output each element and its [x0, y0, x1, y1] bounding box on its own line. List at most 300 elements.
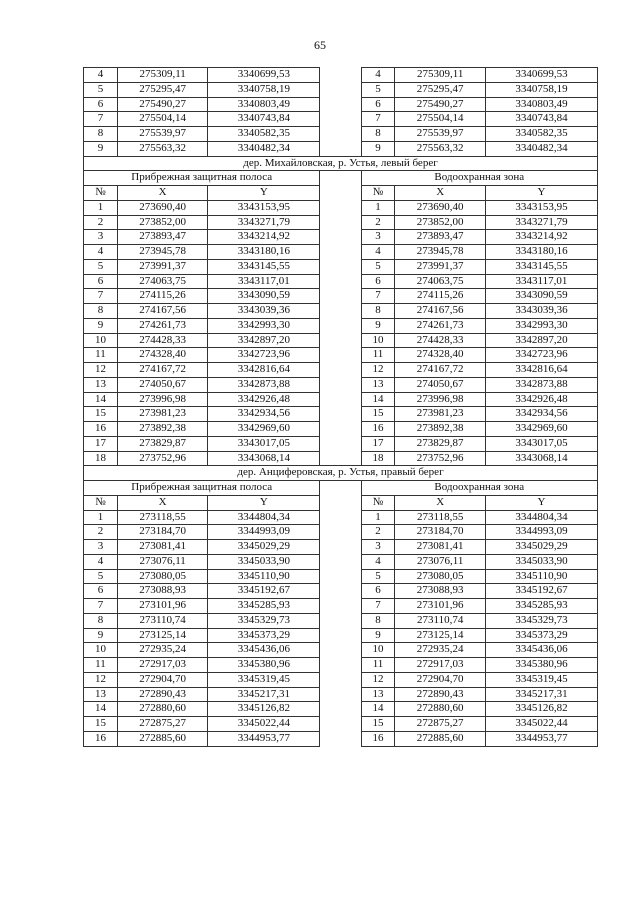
zone-title-coastal-strip: Прибрежная защитная полоса [84, 481, 320, 496]
column-gap [320, 141, 361, 156]
y-coordinate: 3344953,77 [485, 731, 597, 746]
point-number: 15 [84, 407, 118, 422]
column-header-y: Y [485, 495, 597, 510]
point-number: 9 [84, 141, 118, 156]
y-coordinate: 3343117,01 [485, 274, 597, 289]
y-coordinate: 3345022,44 [208, 717, 320, 732]
table-row [84, 333, 598, 348]
column-gap [320, 731, 361, 746]
y-coordinate: 3344804,34 [485, 510, 597, 525]
y-coordinate: 3345380,96 [208, 658, 320, 673]
y-coordinate: 3342897,20 [485, 333, 597, 348]
column-gap [320, 82, 361, 97]
zone-title-row [84, 481, 598, 496]
y-coordinate: 3345022,44 [485, 717, 597, 732]
point-number: 5 [84, 259, 118, 274]
point-number: 9 [84, 628, 118, 643]
point-number: 14 [361, 702, 395, 717]
x-coordinate: 273892,38 [117, 422, 207, 437]
x-coordinate: 273991,37 [117, 259, 207, 274]
column-gap [320, 289, 361, 304]
column-header-y: Y [208, 186, 320, 201]
point-number: 18 [361, 451, 395, 466]
column-gap [320, 687, 361, 702]
x-coordinate: 272935,24 [395, 643, 485, 658]
y-coordinate: 3345029,29 [485, 540, 597, 555]
column-gap [320, 392, 361, 407]
x-coordinate: 275309,11 [395, 68, 485, 83]
point-number: 17 [84, 436, 118, 451]
y-coordinate: 3345436,06 [208, 643, 320, 658]
column-gap [320, 599, 361, 614]
column-header-y: Y [208, 495, 320, 510]
x-coordinate: 272917,03 [117, 658, 207, 673]
y-coordinate: 3343180,16 [485, 245, 597, 260]
y-coordinate: 3343145,55 [485, 259, 597, 274]
point-number: 2 [361, 525, 395, 540]
y-coordinate: 3345110,90 [208, 569, 320, 584]
settlement-heading: дер. Анциферовская, р. Устья, правый берег [84, 466, 598, 481]
table-row [84, 613, 598, 628]
point-number: 2 [84, 525, 118, 540]
table-row [84, 569, 598, 584]
table-row [84, 672, 598, 687]
table-row [84, 554, 598, 569]
point-number: 8 [84, 127, 118, 142]
x-coordinate: 274261,73 [395, 318, 485, 333]
y-coordinate: 3340582,35 [208, 127, 320, 142]
y-coordinate: 3345126,82 [208, 702, 320, 717]
column-gap [320, 112, 361, 127]
x-coordinate: 273088,93 [395, 584, 485, 599]
x-coordinate: 272904,70 [395, 672, 485, 687]
point-number: 3 [361, 540, 395, 555]
column-gap [320, 245, 361, 260]
table-row [84, 274, 598, 289]
x-coordinate: 275504,14 [395, 112, 485, 127]
column-gap [320, 407, 361, 422]
y-coordinate: 3343153,95 [208, 200, 320, 215]
x-coordinate: 273184,70 [117, 525, 207, 540]
x-coordinate: 274050,67 [117, 377, 207, 392]
point-number: 4 [84, 68, 118, 83]
table-row [84, 451, 598, 466]
y-coordinate: 3343214,92 [485, 230, 597, 245]
x-coordinate: 274167,56 [395, 304, 485, 319]
y-coordinate: 3342723,96 [485, 348, 597, 363]
point-number: 18 [84, 451, 118, 466]
column-gap [320, 481, 361, 496]
x-coordinate: 274328,40 [117, 348, 207, 363]
zone-title-coastal-strip: Прибрежная защитная полоса [84, 171, 320, 186]
point-number: 8 [361, 613, 395, 628]
point-number: 7 [361, 289, 395, 304]
table-row [84, 215, 598, 230]
y-coordinate: 3345217,31 [208, 687, 320, 702]
x-coordinate: 272875,27 [395, 717, 485, 732]
x-coordinate: 274428,33 [117, 333, 207, 348]
point-number: 10 [361, 333, 395, 348]
x-coordinate: 273076,11 [395, 554, 485, 569]
y-coordinate: 3345217,31 [485, 687, 597, 702]
x-coordinate: 273752,96 [117, 451, 207, 466]
x-coordinate: 273184,70 [395, 525, 485, 540]
y-coordinate: 3343117,01 [208, 274, 320, 289]
point-number: 10 [84, 333, 118, 348]
table-row [84, 687, 598, 702]
y-coordinate: 3345436,06 [485, 643, 597, 658]
column-gap [320, 304, 361, 319]
table-row [84, 200, 598, 215]
column-gap [320, 363, 361, 378]
x-coordinate: 273829,87 [395, 436, 485, 451]
x-coordinate: 273101,96 [117, 599, 207, 614]
column-gap [320, 348, 361, 363]
x-coordinate: 273945,78 [117, 245, 207, 260]
y-coordinate: 3343090,59 [208, 289, 320, 304]
x-coordinate: 273893,47 [395, 230, 485, 245]
point-number: 15 [361, 407, 395, 422]
column-gap [320, 230, 361, 245]
table-row [84, 540, 598, 555]
x-coordinate: 272935,24 [117, 643, 207, 658]
y-coordinate: 3340482,34 [485, 141, 597, 156]
table-row [84, 717, 598, 732]
point-number: 8 [361, 127, 395, 142]
point-number: 4 [361, 245, 395, 260]
point-number: 7 [84, 112, 118, 127]
column-gap [320, 377, 361, 392]
x-coordinate: 273752,96 [395, 451, 485, 466]
point-number: 3 [84, 230, 118, 245]
column-gap [320, 613, 361, 628]
table-row [84, 407, 598, 422]
x-coordinate: 275309,11 [117, 68, 207, 83]
x-coordinate: 273892,38 [395, 422, 485, 437]
point-number: 15 [361, 717, 395, 732]
table-row [84, 97, 598, 112]
table-row [84, 525, 598, 540]
settlement-heading: дер. Михайловская, р. Устья, левый берег [84, 156, 598, 171]
y-coordinate: 3344804,34 [208, 510, 320, 525]
x-coordinate: 274167,56 [117, 304, 207, 319]
zone-title-water-protection: Водоохранная зона [361, 481, 597, 496]
column-gap [320, 97, 361, 112]
column-gap [320, 525, 361, 540]
x-coordinate: 274115,26 [395, 289, 485, 304]
x-coordinate: 273080,05 [117, 569, 207, 584]
x-coordinate: 273081,41 [117, 540, 207, 555]
point-number: 9 [361, 141, 395, 156]
y-coordinate: 3345285,93 [208, 599, 320, 614]
table-row [84, 658, 598, 673]
y-coordinate: 3343039,36 [208, 304, 320, 319]
page-number: 65 [314, 38, 326, 52]
x-coordinate: 272885,60 [117, 731, 207, 746]
column-gap [320, 68, 361, 83]
point-number: 5 [361, 82, 395, 97]
column-gap [320, 495, 361, 510]
x-coordinate: 274261,73 [117, 318, 207, 333]
y-coordinate: 3343039,36 [485, 304, 597, 319]
point-number: 16 [84, 422, 118, 437]
x-coordinate: 273088,93 [117, 584, 207, 599]
y-coordinate: 3340803,49 [208, 97, 320, 112]
point-number: 6 [84, 97, 118, 112]
y-coordinate: 3340743,84 [485, 112, 597, 127]
y-coordinate: 3342993,30 [208, 318, 320, 333]
point-number: 4 [84, 554, 118, 569]
table-row [84, 230, 598, 245]
table-row [84, 112, 598, 127]
point-number: 6 [361, 97, 395, 112]
x-coordinate: 275539,97 [395, 127, 485, 142]
column-gap [320, 215, 361, 230]
x-coordinate: 273991,37 [395, 259, 485, 274]
y-coordinate: 3340482,34 [208, 141, 320, 156]
y-coordinate: 3342873,88 [208, 377, 320, 392]
column-gap [320, 436, 361, 451]
settlement-heading-row [84, 466, 598, 481]
y-coordinate: 3340758,19 [485, 82, 597, 97]
y-coordinate: 3345126,82 [485, 702, 597, 717]
point-number: 10 [84, 643, 118, 658]
column-gap [320, 259, 361, 274]
column-gap [320, 672, 361, 687]
point-number: 5 [361, 569, 395, 584]
y-coordinate: 3340803,49 [485, 97, 597, 112]
point-number: 2 [84, 215, 118, 230]
y-coordinate: 3340743,84 [208, 112, 320, 127]
table-row [84, 377, 598, 392]
y-coordinate: 3345329,73 [208, 613, 320, 628]
y-coordinate: 3345329,73 [485, 613, 597, 628]
point-number: 4 [361, 68, 395, 83]
x-coordinate: 274167,72 [395, 363, 485, 378]
x-coordinate: 274115,26 [117, 289, 207, 304]
table-row [84, 392, 598, 407]
column-gap [320, 171, 361, 186]
x-coordinate: 273101,96 [395, 599, 485, 614]
table-row [84, 584, 598, 599]
y-coordinate: 3345373,29 [208, 628, 320, 643]
table-row [84, 348, 598, 363]
x-coordinate: 273852,00 [117, 215, 207, 230]
table-row [84, 643, 598, 658]
x-coordinate: 273125,14 [395, 628, 485, 643]
table-row [84, 363, 598, 378]
column-gap [320, 628, 361, 643]
x-coordinate: 272890,43 [395, 687, 485, 702]
column-header-y: Y [485, 186, 597, 201]
x-coordinate: 274063,75 [395, 274, 485, 289]
point-number: 1 [361, 510, 395, 525]
column-gap [320, 186, 361, 201]
table-row [84, 141, 598, 156]
x-coordinate: 273118,55 [117, 510, 207, 525]
x-coordinate: 272880,60 [117, 702, 207, 717]
point-number: 5 [84, 569, 118, 584]
column-gap [320, 451, 361, 466]
point-number: 13 [84, 687, 118, 702]
point-number: 5 [84, 82, 118, 97]
column-header-number: № [84, 495, 118, 510]
point-number: 13 [361, 377, 395, 392]
table-row [84, 259, 598, 274]
table-row [84, 510, 598, 525]
y-coordinate: 3343017,05 [208, 436, 320, 451]
y-coordinate: 3345110,90 [485, 569, 597, 584]
column-header-x: X [395, 186, 485, 201]
y-coordinate: 3343271,79 [485, 215, 597, 230]
y-coordinate: 3342993,30 [485, 318, 597, 333]
point-number: 15 [84, 717, 118, 732]
y-coordinate: 3345373,29 [485, 628, 597, 643]
table-row [84, 82, 598, 97]
point-number: 11 [361, 658, 395, 673]
y-coordinate: 3345192,67 [485, 584, 597, 599]
table-row [84, 599, 598, 614]
y-coordinate: 3345029,29 [208, 540, 320, 555]
y-coordinate: 3342816,64 [208, 363, 320, 378]
point-number: 9 [361, 318, 395, 333]
column-header-row [84, 495, 598, 510]
point-number: 5 [361, 259, 395, 274]
point-number: 16 [361, 422, 395, 437]
column-gap [320, 554, 361, 569]
y-coordinate: 3343214,92 [208, 230, 320, 245]
table-row [84, 702, 598, 717]
column-gap [320, 127, 361, 142]
y-coordinate: 3345380,96 [485, 658, 597, 673]
y-coordinate: 3343068,14 [208, 451, 320, 466]
x-coordinate: 273893,47 [117, 230, 207, 245]
column-gap [320, 274, 361, 289]
point-number: 3 [361, 230, 395, 245]
x-coordinate: 273076,11 [117, 554, 207, 569]
point-number: 17 [361, 436, 395, 451]
column-header-x: X [117, 495, 207, 510]
x-coordinate: 273981,23 [395, 407, 485, 422]
x-coordinate: 273996,98 [117, 392, 207, 407]
y-coordinate: 3344953,77 [208, 731, 320, 746]
y-coordinate: 3345192,67 [208, 584, 320, 599]
y-coordinate: 3343180,16 [208, 245, 320, 260]
point-number: 11 [361, 348, 395, 363]
point-number: 12 [361, 363, 395, 378]
column-gap [320, 717, 361, 732]
x-coordinate: 273852,00 [395, 215, 485, 230]
x-coordinate: 275490,27 [117, 97, 207, 112]
table-row [84, 628, 598, 643]
x-coordinate: 274063,75 [117, 274, 207, 289]
column-gap [320, 200, 361, 215]
table-row [84, 436, 598, 451]
point-number: 1 [84, 510, 118, 525]
x-coordinate: 273981,23 [117, 407, 207, 422]
x-coordinate: 275490,27 [395, 97, 485, 112]
column-header-number: № [361, 186, 395, 201]
point-number: 7 [84, 289, 118, 304]
x-coordinate: 273690,40 [395, 200, 485, 215]
point-number: 3 [84, 540, 118, 555]
x-coordinate: 273945,78 [395, 245, 485, 260]
x-coordinate: 273081,41 [395, 540, 485, 555]
point-number: 1 [361, 200, 395, 215]
settlement-heading-row [84, 156, 598, 171]
point-number: 16 [84, 731, 118, 746]
y-coordinate: 3342934,56 [485, 407, 597, 422]
point-number: 12 [84, 672, 118, 687]
x-coordinate: 272875,27 [117, 717, 207, 732]
y-coordinate: 3345033,90 [485, 554, 597, 569]
point-number: 14 [84, 702, 118, 717]
point-number: 11 [84, 658, 118, 673]
point-number: 6 [84, 274, 118, 289]
point-number: 11 [84, 348, 118, 363]
y-coordinate: 3343068,14 [485, 451, 597, 466]
zone-title-water-protection: Водоохранная зона [361, 171, 597, 186]
y-coordinate: 3342926,48 [485, 392, 597, 407]
point-number: 10 [361, 643, 395, 658]
table-row [84, 245, 598, 260]
point-number: 7 [361, 599, 395, 614]
point-number: 14 [84, 392, 118, 407]
table-row [84, 127, 598, 142]
x-coordinate: 272904,70 [117, 672, 207, 687]
y-coordinate: 3344993,09 [485, 525, 597, 540]
x-coordinate: 274328,40 [395, 348, 485, 363]
column-gap [320, 584, 361, 599]
y-coordinate: 3343090,59 [485, 289, 597, 304]
table-row [84, 731, 598, 746]
column-header-x: X [395, 495, 485, 510]
column-gap [320, 540, 361, 555]
x-coordinate: 272880,60 [395, 702, 485, 717]
x-coordinate: 275563,32 [117, 141, 207, 156]
x-coordinate: 273110,74 [117, 613, 207, 628]
column-header-number: № [84, 186, 118, 201]
x-coordinate: 275539,97 [117, 127, 207, 142]
column-gap [320, 422, 361, 437]
column-gap [320, 318, 361, 333]
point-number: 6 [361, 584, 395, 599]
x-coordinate: 274428,33 [395, 333, 485, 348]
y-coordinate: 3343271,79 [208, 215, 320, 230]
x-coordinate: 274167,72 [117, 363, 207, 378]
column-gap [320, 658, 361, 673]
y-coordinate: 3345319,45 [208, 672, 320, 687]
point-number: 9 [361, 628, 395, 643]
x-coordinate: 273125,14 [117, 628, 207, 643]
point-number: 7 [84, 599, 118, 614]
y-coordinate: 3345319,45 [485, 672, 597, 687]
y-coordinate: 3340582,35 [485, 127, 597, 142]
y-coordinate: 3342873,88 [485, 377, 597, 392]
point-number: 13 [361, 687, 395, 702]
point-number: 4 [361, 554, 395, 569]
point-number: 6 [84, 584, 118, 599]
column-gap [320, 702, 361, 717]
y-coordinate: 3342723,96 [208, 348, 320, 363]
y-coordinate: 3340699,53 [208, 68, 320, 83]
x-coordinate: 275295,47 [117, 82, 207, 97]
column-gap [320, 333, 361, 348]
x-coordinate: 275563,32 [395, 141, 485, 156]
coordinates-table [83, 67, 598, 747]
point-number: 12 [361, 672, 395, 687]
y-coordinate: 3340758,19 [208, 82, 320, 97]
